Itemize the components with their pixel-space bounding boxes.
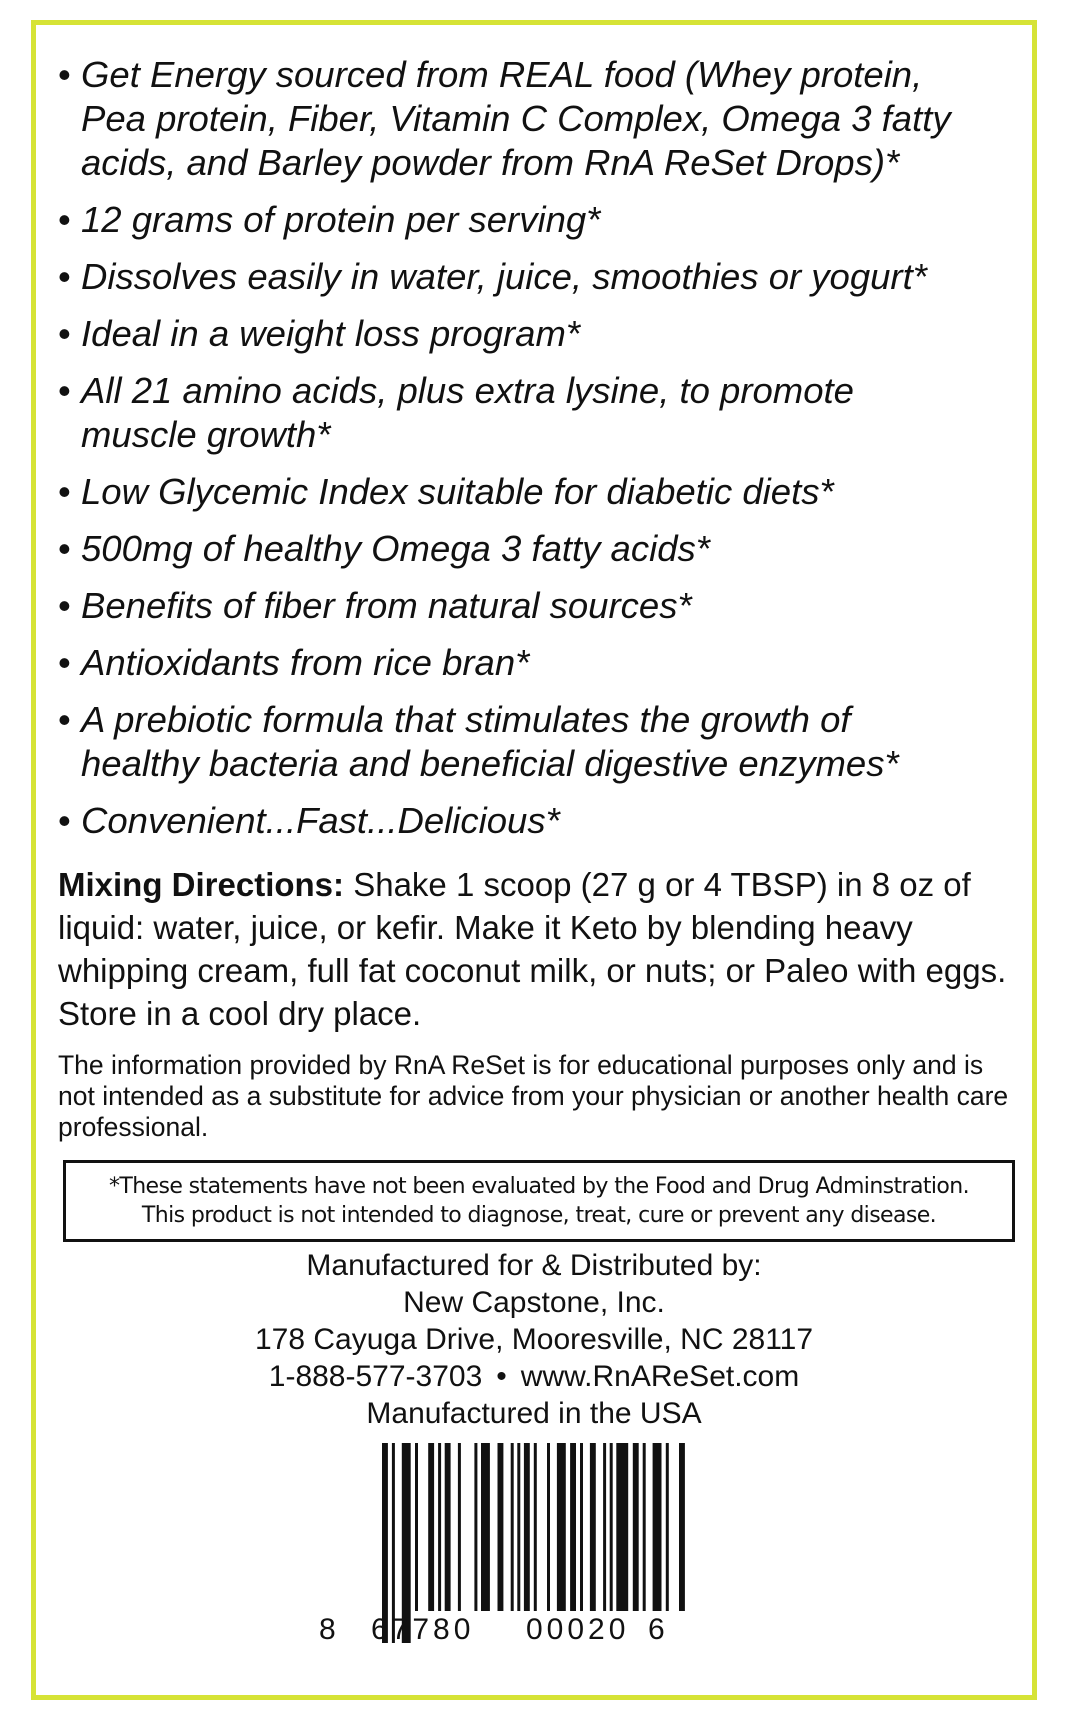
bullet-dot: • [58, 54, 71, 95]
fda-notice-line-2: This product is not intended to diagnose, treat, cure or prevent any disease. [141, 1203, 937, 1228]
barcode-bar [570, 1443, 576, 1611]
barcode-bar [557, 1443, 566, 1611]
benefit-text-line: muscle growth* [81, 414, 331, 455]
benefit-item [58, 53, 1018, 185]
barcode-bar [666, 1443, 669, 1611]
barcode-digits-group-1: 67780 [371, 1613, 475, 1646]
benefit-text-line: Benefits of fiber from natural sources* [81, 585, 692, 626]
bullet-dot: • [58, 370, 71, 411]
country-of-origin: Manufactured in the USA [366, 1397, 702, 1430]
benefit-text-line: All 21 amino acids, plus extra lysine, to promote [81, 370, 854, 411]
barcode-bar [428, 1443, 434, 1611]
barcode-bar [517, 1443, 520, 1611]
barcode-bar [481, 1443, 490, 1611]
benefit-text-line: Antioxidants from rice bran* [81, 642, 530, 683]
benefit-text-line: Dissolves easily in water, juice, smoothies or yogurt* [81, 256, 927, 297]
barcode-bar [633, 1443, 639, 1611]
benefit-item [58, 641, 1018, 685]
bullet-dot: • [58, 313, 71, 354]
benefit-text-line: Pea protein, Fiber, Vitamin C Complex, Omega 3 fatty [81, 98, 951, 139]
barcode-bar [590, 1443, 596, 1611]
benefit-item [58, 255, 1018, 299]
barcode-bar [547, 1443, 550, 1611]
educational-disclaimer: The information provided by RnA ReSet is for educational purposes only and is not intended as a substitute for advice from your physician or another health care professional. [58, 1050, 1009, 1142]
barcode-bar [643, 1443, 646, 1611]
mixing-directions-heading: Mixing Directions: [58, 866, 345, 903]
bullet-dot: • [58, 256, 71, 297]
benefit-item [58, 799, 1018, 843]
benefit-text-line: acids, and Barley powder from RnA ReSet Drops)* [81, 142, 900, 183]
benefit-item [58, 470, 1018, 514]
manufacturer-heading: Manufactured for & Distributed by: [306, 1249, 762, 1282]
barcode-bar [616, 1443, 628, 1611]
barcode-bar [474, 1443, 477, 1611]
website-link: www.RnAReSet.com [520, 1360, 800, 1393]
barcode-bar [534, 1443, 537, 1611]
benefit-item [58, 198, 1018, 242]
upc-barcode [324, 1443, 744, 1698]
company-name: New Capstone, Inc. [403, 1286, 665, 1319]
barcode-bar [438, 1443, 441, 1611]
benefits-list [58, 53, 1018, 856]
manufacturer-info [36, 1247, 1032, 1432]
mixing-directions [58, 863, 1018, 1035]
benefit-item [58, 312, 1018, 356]
barcode-bar [511, 1443, 514, 1611]
barcode-bar [415, 1443, 418, 1611]
benefit-item [58, 584, 1018, 628]
barcode-bar [653, 1443, 662, 1611]
phone-number: 1-888-577-3703 [268, 1360, 483, 1393]
benefit-item [58, 527, 1018, 571]
barcode-bar [603, 1443, 606, 1611]
barcode-bar [524, 1443, 530, 1611]
bullet-dot: • [58, 699, 71, 740]
benefit-text-line: Get Energy sourced from REAL food (Whey protein, [81, 54, 923, 95]
barcode-digit-left: 8 [319, 1613, 340, 1646]
fda-notice-box [63, 1160, 1015, 1242]
bullet-separator: • [496, 1360, 507, 1393]
barcode-bar [610, 1443, 613, 1611]
benefit-text-line: 12 grams of protein per serving* [81, 199, 601, 240]
benefit-text-line: Low Glycemic Index suitable for diabetic diets* [81, 471, 834, 512]
benefit-item [58, 369, 1018, 457]
bullet-dot: • [58, 199, 71, 240]
company-address: 178 Cayuga Drive, Mooresville, NC 28117 [254, 1323, 814, 1356]
contact-line [36, 1358, 1032, 1395]
bullet-dot: • [58, 528, 71, 569]
barcode-bar [445, 1443, 451, 1611]
benefit-text-line: A prebiotic formula that stimulates the growth of [81, 699, 851, 740]
bullet-dot: • [58, 585, 71, 626]
benefit-text-line: Convenient...Fast...Delicious* [81, 800, 560, 841]
bullet-dot: • [58, 642, 71, 683]
product-label-panel [31, 20, 1037, 1700]
benefit-item [58, 698, 1018, 786]
barcode-bar [679, 1443, 685, 1611]
barcode-bar [498, 1443, 504, 1611]
fda-notice-line-1: *These statements have not been evaluated by the Food and Drug Adminstration. [108, 1174, 970, 1199]
barcode-digit-right: 6 [648, 1613, 669, 1646]
bullet-dot: • [58, 800, 71, 841]
barcode-bar [580, 1443, 583, 1611]
barcode-bar [458, 1443, 461, 1611]
barcode-digits-group-2: 00020 [526, 1613, 630, 1646]
benefit-text-line: Ideal in a weight loss program* [81, 313, 581, 354]
bullet-dot: • [58, 471, 71, 512]
benefit-text-line: 500mg of healthy Omega 3 fatty acids* [81, 528, 710, 569]
benefit-text-line: healthy bacteria and beneficial digestive enzymes* [81, 743, 899, 784]
mixing-directions-text: Shake 1 scoop (27 g or 4 TBSP) in 8 oz of liquid: water, juice, or kefir. Make it Keto by blending heavy whipping cream, full fat coconut milk, or nuts; or Paleo with eggs. Store in a cool dry place. [58, 866, 1007, 1032]
